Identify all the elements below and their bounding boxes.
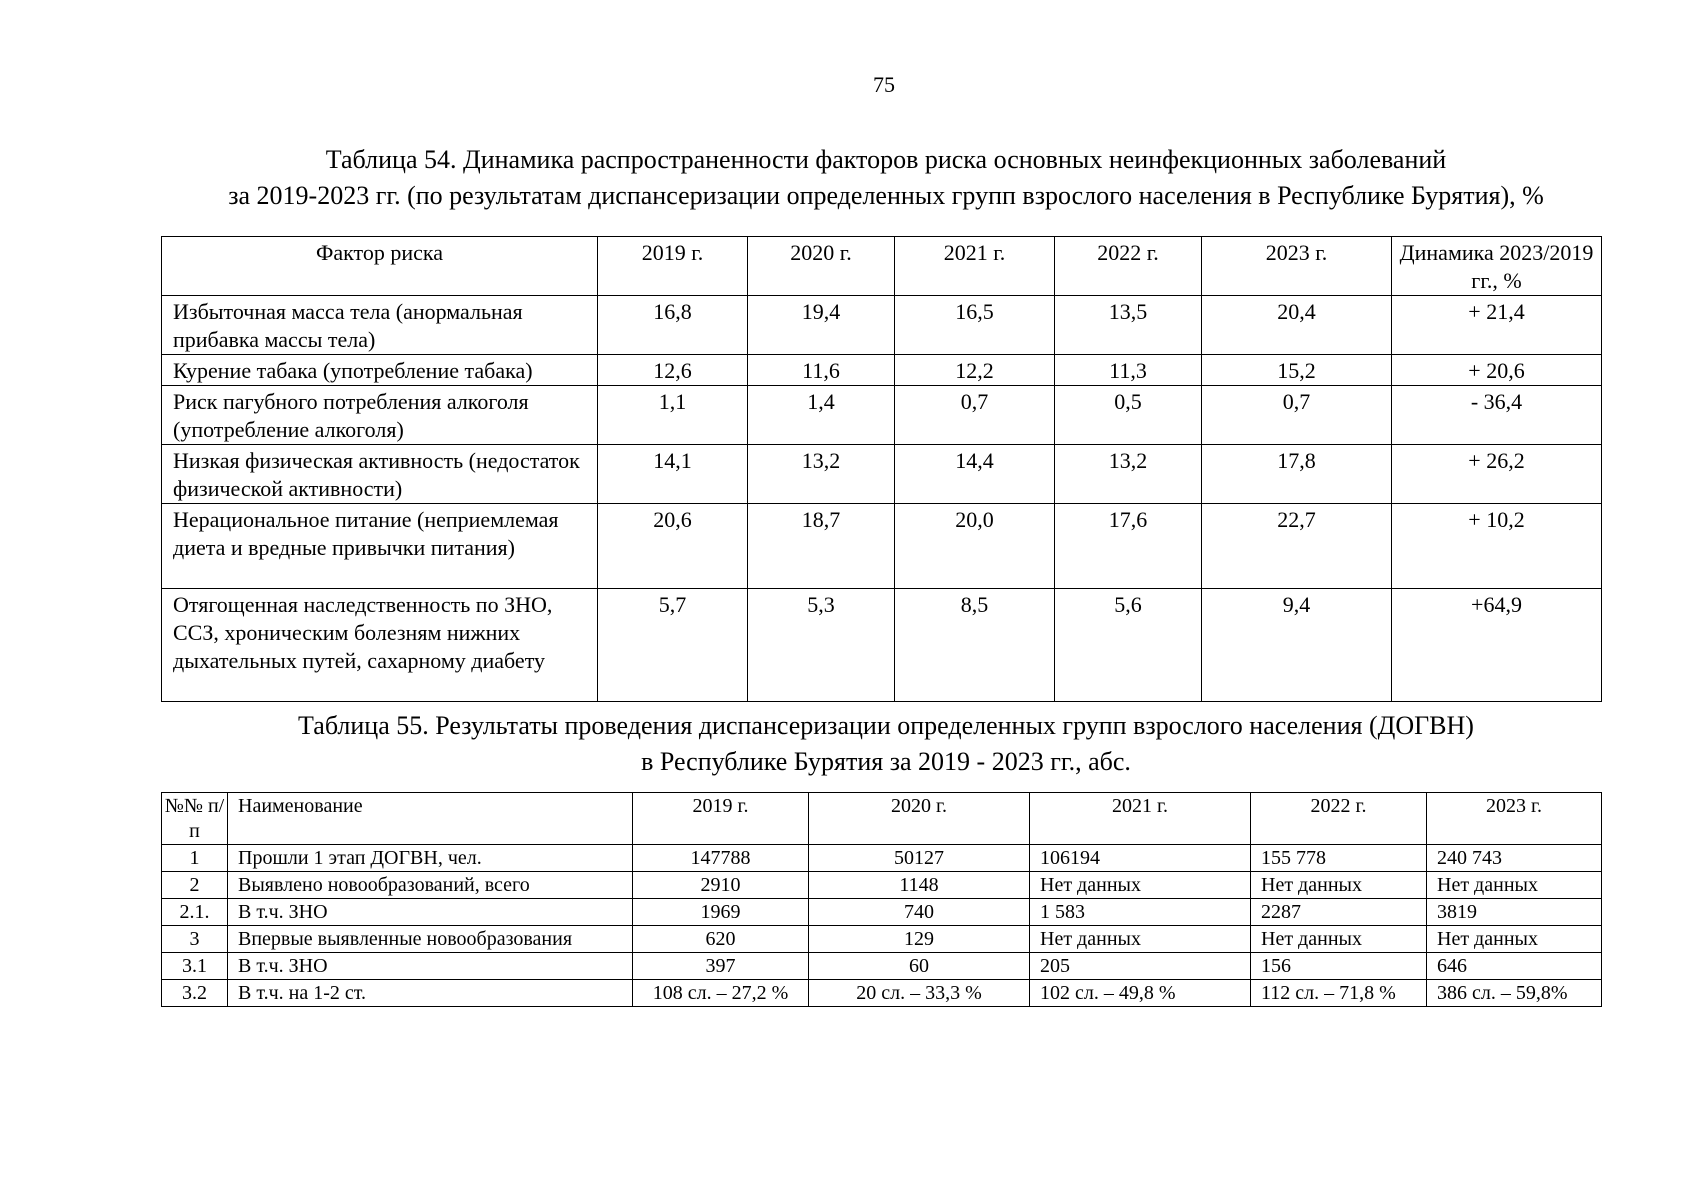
header-2022: 2022 г.: [1251, 793, 1427, 845]
header-2020: 2020 г.: [809, 793, 1030, 845]
header-2019: 2019 г.: [598, 237, 748, 296]
dynamics-cell: + 26,2: [1392, 445, 1602, 504]
row-index: 1: [162, 845, 228, 872]
row-index: 3: [162, 926, 228, 953]
table-row: [162, 953, 1602, 980]
header-factor: Фактор риска: [162, 237, 598, 296]
row-name: Выявлено новообразований, всего: [228, 872, 633, 899]
dynamics-cell: + 20,6: [1392, 355, 1602, 386]
header-2022: 2022 г.: [1055, 237, 1202, 296]
row-name: В т.ч. на 1-2 ст.: [228, 980, 633, 1007]
value-cell: 5,7: [598, 589, 748, 702]
value-cell: 2910: [633, 872, 809, 899]
value-cell: 14,4: [895, 445, 1055, 504]
row-name: В т.ч. ЗНО: [228, 899, 633, 926]
value-cell: 386 сл. – 59,8%: [1427, 980, 1602, 1007]
table-header-row: [162, 237, 1602, 296]
value-cell: 1969: [633, 899, 809, 926]
value-cell: 129: [809, 926, 1030, 953]
table54-caption-line2: за 2019-2023 гг. (по результатам диспансеризации определенных групп взрослого населения в Республике Бурятия), %: [228, 181, 1544, 210]
value-cell: 19,4: [748, 296, 895, 355]
value-cell: 5,6: [1055, 589, 1202, 702]
value-cell: 1 583: [1030, 899, 1251, 926]
value-cell: 17,6: [1055, 504, 1202, 589]
dynamics-cell: + 21,4: [1392, 296, 1602, 355]
table54-caption: [160, 142, 1612, 214]
value-cell: 18,7: [748, 504, 895, 589]
value-cell: 12,6: [598, 355, 748, 386]
value-cell: Нет данных: [1427, 872, 1602, 899]
dynamics-cell: +64,9: [1392, 589, 1602, 702]
value-cell: 1,1: [598, 386, 748, 445]
value-cell: 102 сл. – 49,8 %: [1030, 980, 1251, 1007]
value-cell: Нет данных: [1030, 926, 1251, 953]
header-2021: 2021 г.: [1030, 793, 1251, 845]
value-cell: 740: [809, 899, 1030, 926]
value-cell: 12,2: [895, 355, 1055, 386]
row-name: В т.ч. ЗНО: [228, 953, 633, 980]
header-2020: 2020 г.: [748, 237, 895, 296]
value-cell: 60: [809, 953, 1030, 980]
header-index: №№ п/п: [162, 793, 228, 845]
header-2019: 2019 г.: [633, 793, 809, 845]
dispensary-results-table: [161, 792, 1602, 1007]
value-cell: 106194: [1030, 845, 1251, 872]
table55-caption: [160, 708, 1612, 780]
value-cell: 16,8: [598, 296, 748, 355]
value-cell: 1148: [809, 872, 1030, 899]
table54-caption-line1: Таблица 54. Динамика распространенности факторов риска основных неинфекционных заболеваний: [325, 145, 1447, 174]
value-cell: 16,5: [895, 296, 1055, 355]
table-row: [162, 386, 1602, 445]
header-2023: 2023 г.: [1202, 237, 1392, 296]
value-cell: 20 сл. – 33,3 %: [809, 980, 1030, 1007]
header-2021: 2021 г.: [895, 237, 1055, 296]
value-cell: 11,6: [748, 355, 895, 386]
value-cell: Нет данных: [1030, 872, 1251, 899]
value-cell: 17,8: [1202, 445, 1392, 504]
factor-cell: Низкая физическая активность (недостаток физической активности): [162, 445, 598, 504]
value-cell: 147788: [633, 845, 809, 872]
table-row: [162, 445, 1602, 504]
value-cell: 14,1: [598, 445, 748, 504]
header-name: Наименование: [228, 793, 633, 845]
value-cell: 156: [1251, 953, 1427, 980]
risk-factors-table: [161, 236, 1602, 702]
header-dynamics: Динамика 2023/2019 гг., %: [1392, 237, 1602, 296]
row-index: 3.2: [162, 980, 228, 1007]
value-cell: 0,7: [895, 386, 1055, 445]
value-cell: Нет данных: [1427, 926, 1602, 953]
value-cell: Нет данных: [1251, 872, 1427, 899]
table-row: [162, 355, 1602, 386]
table55-caption-line1: Таблица 55. Результаты проведения диспансеризации определенных групп взрослого населения (ДОГВН): [298, 711, 1474, 740]
value-cell: 15,2: [1202, 355, 1392, 386]
value-cell: 11,3: [1055, 355, 1202, 386]
value-cell: 9,4: [1202, 589, 1392, 702]
value-cell: Нет данных: [1251, 926, 1427, 953]
value-cell: 112 сл. – 71,8 %: [1251, 980, 1427, 1007]
value-cell: 5,3: [748, 589, 895, 702]
value-cell: 3819: [1427, 899, 1602, 926]
row-index: 2: [162, 872, 228, 899]
value-cell: 22,7: [1202, 504, 1392, 589]
header-2023: 2023 г.: [1427, 793, 1602, 845]
value-cell: 20,0: [895, 504, 1055, 589]
table-row: [162, 845, 1602, 872]
row-index: 3.1: [162, 953, 228, 980]
value-cell: 108 сл. – 27,2 %: [633, 980, 809, 1007]
value-cell: 240 743: [1427, 845, 1602, 872]
value-cell: 620: [633, 926, 809, 953]
row-name: Прошли 1 этап ДОГВН, чел.: [228, 845, 633, 872]
value-cell: 50127: [809, 845, 1030, 872]
page-number: 75: [873, 72, 895, 97]
value-cell: 397: [633, 953, 809, 980]
factor-cell: Курение табака (употребление табака): [162, 355, 598, 386]
value-cell: 0,7: [1202, 386, 1392, 445]
dynamics-cell: + 10,2: [1392, 504, 1602, 589]
table-row: [162, 899, 1602, 926]
factor-cell: Риск пагубного потребления алкоголя (употребление алкоголя): [162, 386, 598, 445]
table-row: [162, 872, 1602, 899]
table-row: [162, 504, 1602, 589]
dynamics-cell: - 36,4: [1392, 386, 1602, 445]
factor-cell: Нерациональное питание (неприемлемая диета и вредные привычки питания): [162, 504, 598, 589]
factor-cell: Отягощенная наследственность по ЗНО, ССЗ, хроническим болезням нижних дыхательных путей, сахарному диабету: [162, 589, 598, 702]
row-index: 2.1.: [162, 899, 228, 926]
value-cell: 155 778: [1251, 845, 1427, 872]
table-header-row: [162, 793, 1602, 845]
value-cell: 646: [1427, 953, 1602, 980]
value-cell: 20,6: [598, 504, 748, 589]
value-cell: 0,5: [1055, 386, 1202, 445]
table-row: [162, 589, 1602, 702]
table-row: [162, 926, 1602, 953]
value-cell: 13,2: [1055, 445, 1202, 504]
value-cell: 13,5: [1055, 296, 1202, 355]
table55-caption-line2: в Республике Бурятия за 2019 - 2023 гг., абс.: [641, 747, 1131, 776]
value-cell: 2287: [1251, 899, 1427, 926]
table-row: [162, 980, 1602, 1007]
value-cell: 20,4: [1202, 296, 1392, 355]
value-cell: 8,5: [895, 589, 1055, 702]
row-name: Впервые выявленные новообразования: [228, 926, 633, 953]
factor-cell: Избыточная масса тела (анормальная прибавка массы тела): [162, 296, 598, 355]
table-row: [162, 296, 1602, 355]
value-cell: 13,2: [748, 445, 895, 504]
value-cell: 205: [1030, 953, 1251, 980]
value-cell: 1,4: [748, 386, 895, 445]
